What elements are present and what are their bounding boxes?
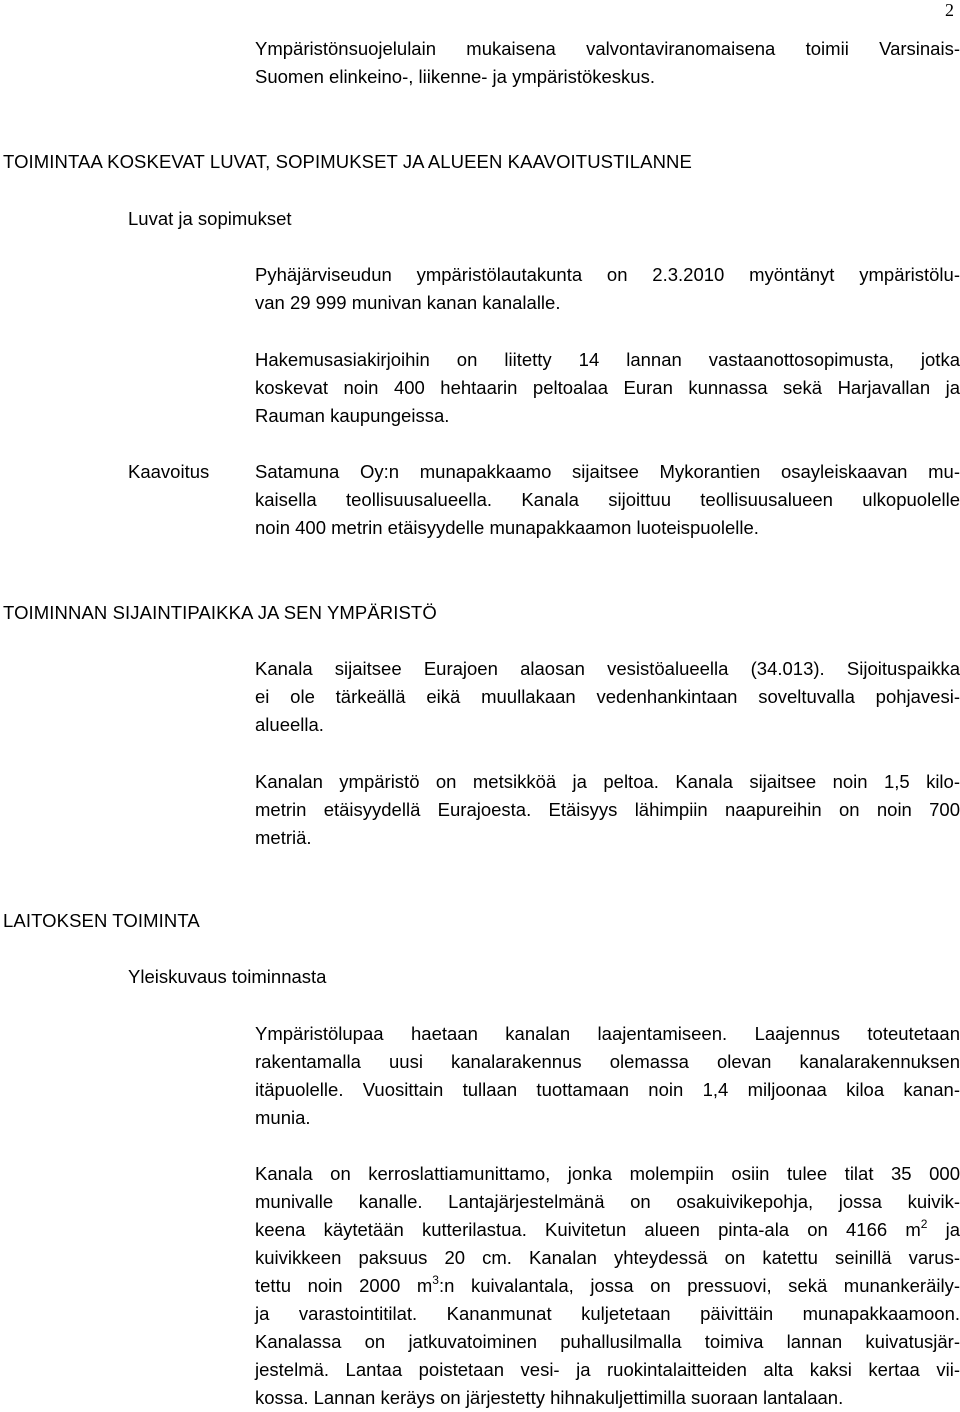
- text-line: munivalle kanalle. Lantajärjestelmänä on osakuivikepohja, jossa kuivik-: [255, 1191, 960, 1212]
- heading-laitoksen-toiminta: LAITOKSEN TOIMINTA: [3, 910, 200, 931]
- text-line: ei ole tärkeällä eikä muullakaan vedenhankintaan soveltuvalla pohjavesi-: [255, 686, 960, 707]
- text-line: kuivikkeen paksuus 20 cm. Kanalan yhteydessä on katettu seinillä varus-: [255, 1247, 960, 1268]
- paragraph-kaavoitus: [255, 458, 960, 542]
- text-line: kaisella teollisuusalueella. Kanala sijoittuu teollisuusalueen ulkopuolelle: [255, 489, 960, 510]
- paragraph-kanalan-kuvaus: [255, 1160, 960, 1412]
- text-line: ja varastointitilat. Kananmunat kuljetetaan päivittäin munapakkaamoon.: [255, 1303, 960, 1324]
- text-line: van 29 999 munivan kanan kanalalle.: [255, 292, 561, 313]
- text-line: jestelmä. Lantaa poistetaan vesi- ja ruokintalaitteiden alta kaksi kertaa vii-: [255, 1359, 960, 1380]
- text-line: Satamuna Oy:n munapakkaamo sijaitsee Mykorantien osayleiskaavan mu-: [255, 461, 960, 482]
- text-line: Ympäristölupaa haetaan kanalan laajentamiseen. Laajennus toteutetaan: [255, 1023, 960, 1044]
- text-line: Kanala sijaitsee Eurajoen alaosan vesistöalueella (34.013). Sijoituspaikka: [255, 658, 960, 679]
- text-line: rakentamalla uusi kanalarakennus olemassa olevan kanalarakennuksen: [255, 1051, 960, 1072]
- text-line: Suomen elinkeino-, liikenne- ja ympäristökeskus.: [255, 66, 655, 87]
- text-line: alueella.: [255, 714, 324, 735]
- text-line: Pyhäjärviseudun ympäristölautakunta on 2.3.2010 myöntänyt ympäristölu-: [255, 264, 960, 285]
- paragraph-vesistoalue: [255, 655, 960, 739]
- text-line: Kanalan ympäristö on metsikköä ja peltoa. Kanala sijaitsee noin 1,5 kilo-: [255, 771, 960, 792]
- text-segment: keena käytetään kutterilastua. Kuivitetun alueen pinta-ala on 4166 m: [255, 1219, 921, 1240]
- text-line: munia.: [255, 1107, 311, 1128]
- text-line: metriä.: [255, 827, 312, 848]
- paragraph-ymparistolupa: [255, 261, 960, 317]
- subheading-luvat-ja-sopimukset: Luvat ja sopimukset: [128, 208, 292, 229]
- paragraph-laajennus: [255, 1020, 960, 1132]
- paragraph-valvontaviranomainen: [255, 35, 960, 91]
- superscript: 3: [432, 1273, 439, 1287]
- text-line: [255, 1272, 960, 1300]
- text-line: Hakemusasiakirjoihin on liitetty 14 lannan vastaanottosopimusta, jotka: [255, 349, 960, 370]
- text-segment: :n kuivalantala, jossa on pressuovi, sekä munankeräily-: [438, 1275, 960, 1296]
- superscript: 2: [920, 1217, 928, 1231]
- subheading-yleiskuvaus: Yleiskuvaus toiminnasta: [128, 966, 327, 987]
- text-line: Ympäristönsuojelulain mukaisena valvontaviranomaisena toimii Varsinais-: [255, 38, 960, 59]
- text-line: koskevat noin 400 hehtaarin peltoalaa Euran kunnassa sekä Harjavallan ja: [255, 377, 960, 398]
- text-segment: tettu noin 2000 m: [255, 1275, 433, 1296]
- paragraph-ymparisto: [255, 768, 960, 852]
- text-line: Rauman kaupungeissa.: [255, 405, 450, 426]
- side-heading-kaavoitus: Kaavoitus: [128, 461, 210, 482]
- page-number: 2: [945, 0, 954, 20]
- text-line: itäpuolelle. Vuosittain tullaan tuottamaan noin 1,4 miljoonaa kiloa kanan-: [255, 1079, 960, 1100]
- text-line: metrin etäisyydellä Eurajoesta. Etäisyys lähimpiin naapureihin on noin 700: [255, 799, 960, 820]
- paragraph-lannan-vastaanottosopimukset: [255, 346, 960, 430]
- text-line: noin 400 metrin etäisyydelle munapakkaamon luoteispuolelle.: [255, 517, 759, 538]
- heading-luvat-ja-kaavoitus: TOIMINTAA KOSKEVAT LUVAT, SOPIMUKSET JA ALUEEN KAAVOITUSTILANNE: [3, 151, 692, 172]
- text-line: Kanalassa on jatkuvatoiminen puhallusilmalla toimiva lannan kuivatusjär-: [255, 1331, 960, 1352]
- text-line: [255, 1216, 960, 1244]
- text-segment: ja: [927, 1219, 960, 1240]
- text-line: kossa. Lannan keräys on järjestetty hihnakuljettimilla suoraan lantalaan.: [255, 1387, 844, 1408]
- heading-sijaintipaikka: TOIMINNAN SIJAINTIPAIKKA JA SEN YMPÄRISTÖ: [3, 602, 437, 623]
- text-line: Kanala on kerroslattiamunittamo, jonka molempiin osiin tulee tilat 35 000: [255, 1163, 960, 1184]
